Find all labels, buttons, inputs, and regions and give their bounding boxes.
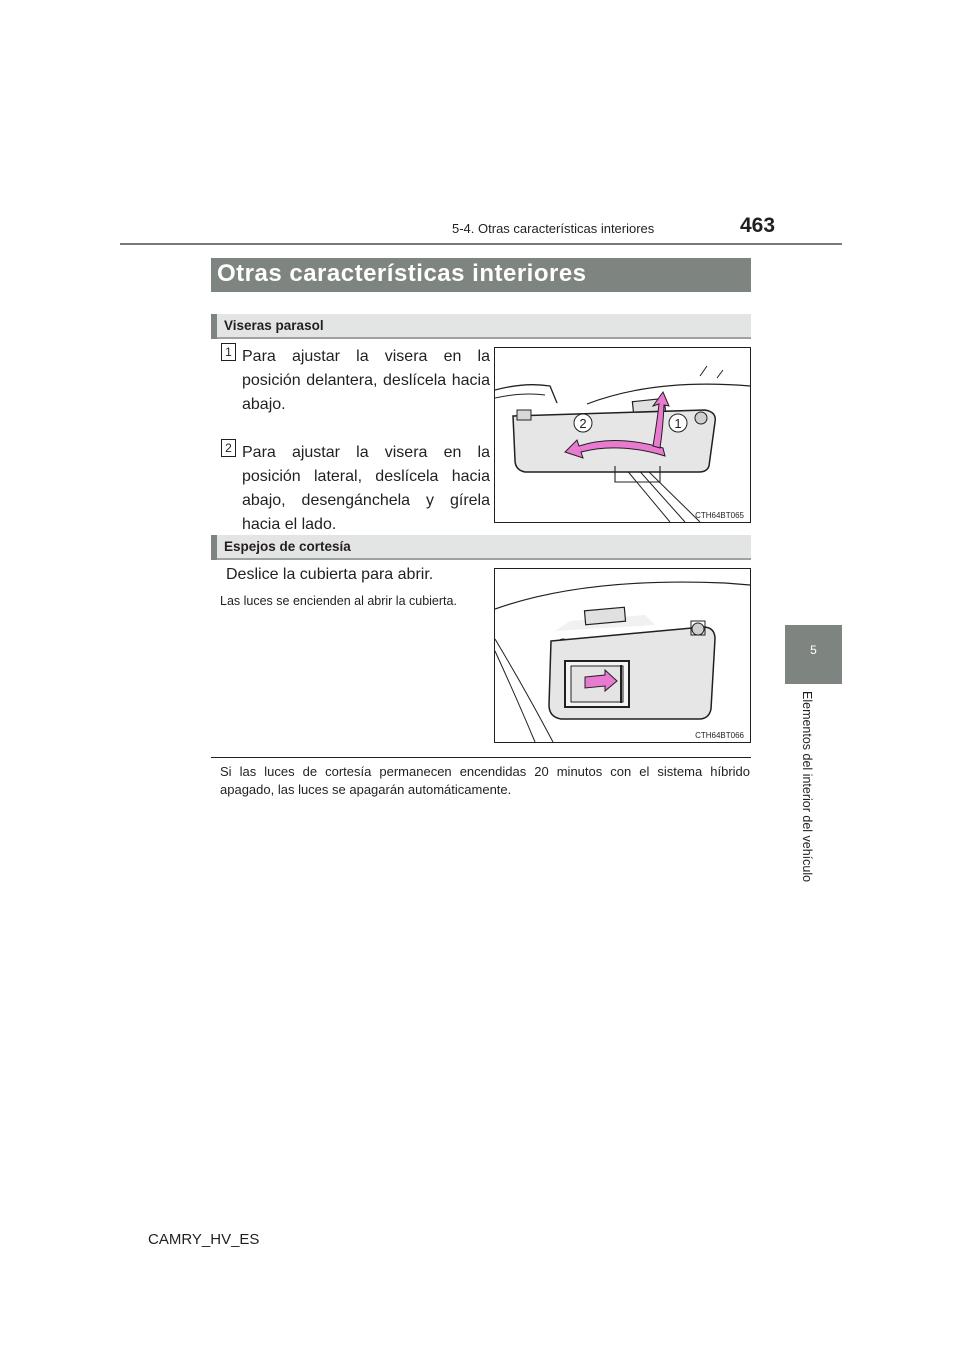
figure-callout-2: 2	[579, 416, 587, 431]
sun-visor-illustration	[495, 348, 750, 522]
step-badge-2: 2	[221, 439, 236, 457]
step-text-2: Para ajustar la visera en la posición lateral, deslícela hacia abajo, desengánchela y gírela hacia el lado.	[242, 444, 490, 533]
section-heading-sun-visors	[211, 314, 751, 339]
header-rule	[120, 243, 842, 245]
main-title-bar	[211, 258, 751, 292]
running-header-section: 5-4. Otras características interiores	[452, 221, 655, 236]
section-heading-vanity-mirrors	[211, 535, 751, 560]
page-number: 463	[740, 214, 776, 237]
footnote-rule	[211, 757, 751, 758]
step-text-1: Para ajustar la visera en la posición delantera, deslícela hacia abajo.	[242, 348, 490, 413]
footer-code: CAMRY_HV_ES	[148, 1231, 260, 1248]
section-heading-label: Espejos de cortesía	[224, 539, 351, 554]
figure-code: CTH64BT066	[695, 731, 744, 740]
vanity-mirror-illustration	[495, 569, 750, 742]
chapter-tab	[785, 625, 842, 684]
figure-sun-visor	[494, 347, 751, 523]
chapter-title-vertical: Elementos del interior del vehículo	[800, 691, 814, 883]
figure-callout-1: 1	[674, 416, 682, 431]
main-title: Otras características interiores	[217, 260, 587, 287]
figure-code: CTH64BT065	[695, 511, 744, 520]
note-text: Las luces se encienden al abrir la cubierta.	[220, 594, 457, 608]
section-heading-label: Viseras parasol	[224, 318, 324, 333]
chapter-number: 5	[810, 643, 817, 657]
step-badge-1: 1	[221, 343, 236, 361]
instruction-text: Deslice la cubierta para abrir.	[226, 566, 434, 583]
figure-vanity-mirror	[494, 568, 751, 743]
footnote-text: Si las luces de cortesía permanecen encendidas 20 minutos con el sistema híbrido apagado, las luces se apagarán automáticamente.	[220, 764, 750, 797]
